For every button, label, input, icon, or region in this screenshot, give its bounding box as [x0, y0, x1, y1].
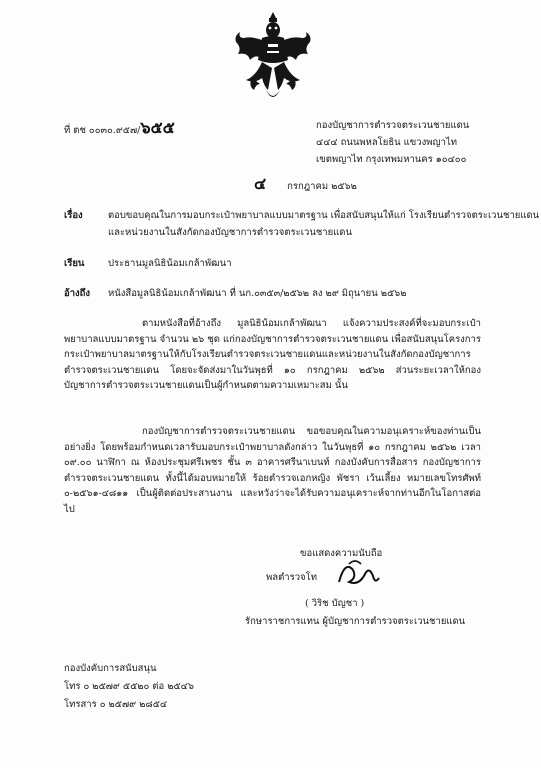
letter-date [254, 174, 357, 193]
signer-name: ( วิริช บัญชา ) [305, 598, 365, 609]
signer-position: รักษาราชการแทน ผู้บัญชาการตำรวจตระเวนชายแดน [245, 616, 466, 627]
subject-line-2: และหน่วยงานในสังกัดกองบัญชาการตำรวจตระเวนชายแดน [108, 227, 352, 238]
signature-icon [335, 556, 381, 590]
document-number [64, 118, 175, 137]
signer-rank: พลตำรวจโท [266, 572, 317, 583]
date-month-year: กรกฎาคม ๒๕๖๒ [287, 181, 357, 192]
body-paragraph-1: ตามหนังสือที่อ้างถึง มูลนิธิน้อมเกล้าพัฒนา แจ้งความประสงค์ที่จะมอบกระเป๋าพยาบาลแบบมาตรฐาน จำนวน ๒๖ ชุด แก่กองบัญชาการตำรวจตระเวนชายแดน เพื่อสนับสนุนโครงการกระเป๋าพยาบาลมาตรฐานให้กับโรงเรียนตำรวจตระเวนชายแดนและหน่วยงานในสังกัดกองบัญชาการตำรวจตระเวนชายแดน โดยจะจัดส่งมาในวันพุธที่ ๑๐ กรกฎาคม ๒๕๖๒ ส่วนระยะเวลาให้กองบัญชาการตำรวจตระเวนชายแดนเป็นผู้กำหนดตามความเหมาะสม นั้น [64, 318, 481, 391]
recipient-text: ประธานมูลนิธิน้อมเกล้าพัฒนา [108, 258, 232, 269]
subject-label: เรื่อง [64, 210, 83, 221]
footer-fax: โทรสาร ๐ ๒๕๗๙ ๒๘๕๔ [64, 699, 168, 710]
footer-phone: โทร ๐ ๒๕๗๙ ๕๕๒๐ ต่อ ๒๕๔๖ [64, 681, 194, 692]
org-line-2: ๔๔๔ ถนนพหลโยธิน แขวงพญาไท [316, 137, 457, 148]
org-line-1: กองบัญชาการตำรวจตระเวนชายแดน [316, 120, 470, 131]
recipient-label: เรียน [64, 258, 85, 269]
date-day-handwritten: ๔ [254, 174, 267, 193]
document-number-prefix: ที่ ตช ๐๐๓๐.๙๕๗/ [64, 125, 141, 136]
reference-text: หนังสือมูลนิธิน้อมเกล้าพัฒนา ที่ นก.๐๓๕๓/๒๕๖๒ ลง ๒๙ มิถุนายน ๒๕๖๒ [108, 288, 407, 299]
closing-regards: ขอแสดงความนับถือ [300, 548, 383, 559]
subject-line-1: ตอบขอบคุณในการมอบกระเป๋าพยาบาลแบบมาตรฐาน เพื่อสนับสนุนให้แก่ โรงเรียนตำรวจตระเวนชายแดน [108, 210, 540, 221]
body-paragraph-2: กองบัญชาการตำรวจตระเวนชายแดน ขอขอบคุณในความอนุเคราะห์ของท่านเป็นอย่างยิ่ง โดยพร้อมกำหนดเวลารับมอบกระเป๋าพยาบาลดังกล่าว ในวันพุธที่ ๑๐ กรกฎาคม ๒๕๖๒ เวลา ๐๙.๐๐ นาฬิกา ณ ห้องประชุมศรีเพชร ชั้น ๓ อาคารศรีนาเบนท์ กองบังคับการสื่อสาร กองบัญชาการตำรวจตระเวนชายแดน ทั้งนี้ได้มอบหมายให้ ร้อยตำรวจเอกหญิง พัชรา เว้นเลี้ยง หมายเลขโทรศัพท์ ๐-๒๕๖๑-๔๘๑๑ เป็นผู้ติดต่อประสานงาน และหวังว่าจะได้รับความอนุเคราะห์จากท่านอีกในโอกาสต่อไป [64, 426, 481, 515]
reference-label: อ้างถึง [64, 288, 91, 299]
garuda-emblem-icon [232, 8, 314, 108]
footer-office: กองบังคับการสนับสนุน [64, 663, 157, 674]
org-line-3: เขตพญาไท กรุงเทพมหานคร ๑๐๔๐๐ [316, 154, 467, 165]
document-number-handwritten: ๖๕๕ [140, 118, 175, 137]
